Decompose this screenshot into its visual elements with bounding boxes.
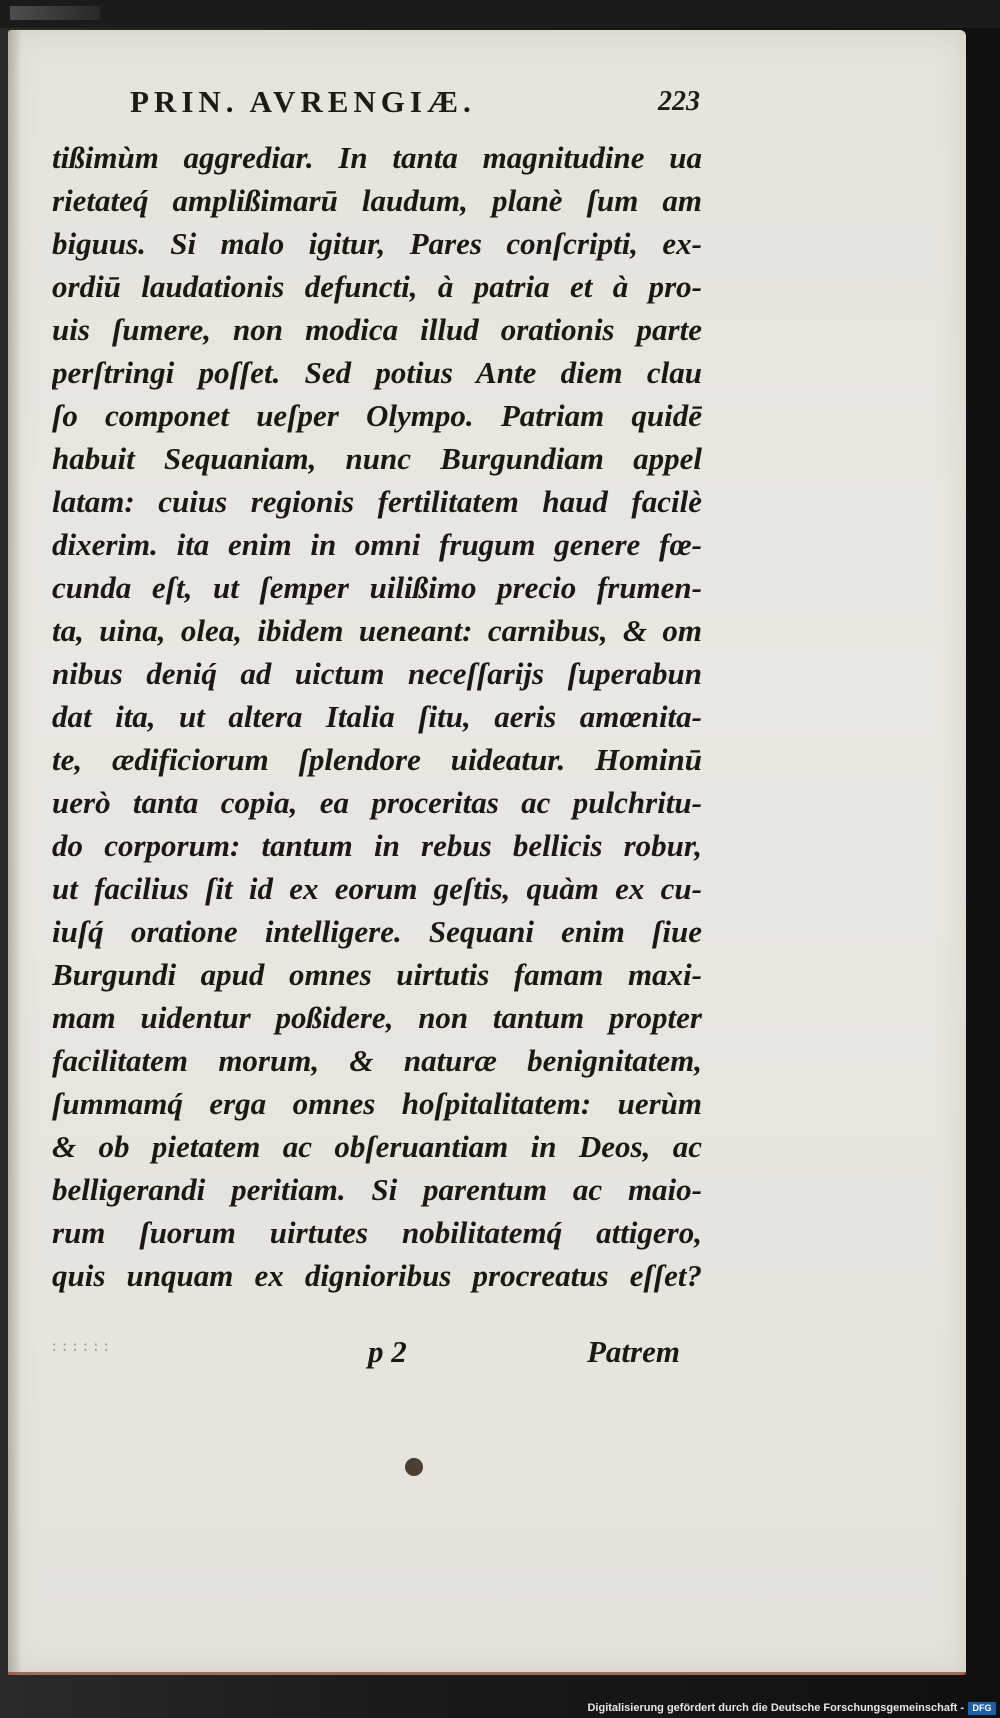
text-line: ordiū laudationis defuncti, à patria et à pro- <box>52 269 702 304</box>
text-line: uis ſumere, non modica illud orationis parte <box>52 312 702 347</box>
text-line: tißimùm aggrediar. In tanta magnitudine ua <box>52 140 702 175</box>
faint-ink-mark: :::::: <box>50 1340 113 1356</box>
text-line: quis unquam ex dignioribus procreatus eſſet? <box>52 1258 702 1293</box>
page-spine-shadow <box>8 30 22 1675</box>
running-head: PRIN. AVRENGIÆ. <box>130 84 476 119</box>
body-text <box>52 136 702 1297</box>
text-line: te, ædificiorum ſplendore uideatur. Hominū <box>52 742 702 777</box>
page-bottom-edge <box>8 1672 966 1675</box>
text-line: iuſq́ oratione intelligere. Sequani enim ſiue <box>52 914 702 949</box>
corner-mark <box>10 6 100 20</box>
text-line: dixerim. ita enim in omni frugum genere fœ- <box>52 527 702 562</box>
text-line: mam uidentur poßidere, non tantum propter <box>52 1000 702 1035</box>
text-line: & ob pietatem ac obſeruantiam in Deos, ac <box>52 1129 702 1164</box>
text-line: dat ita, ut altera Italia ſitu, aeris amœnita- <box>52 699 702 734</box>
text-line: rietateq́ amplißimarū laudum, planè ſum am <box>52 183 702 218</box>
dfg-logo: DFG <box>968 1702 996 1715</box>
scan-top-edge <box>0 0 1000 28</box>
text-line: ta, uina, olea, ibidem ueneant: carnibus, & om <box>52 613 702 648</box>
text-line: ſo componet ueſper Olympo. Patriam quidē <box>52 398 702 433</box>
page-header <box>130 84 700 124</box>
digitization-credit: Digitalisierung gefördert durch die Deutsche Forschungsgemeinschaft - <box>587 1702 964 1714</box>
text-line: uerò tanta copia, ea proceritas ac pulchritu- <box>52 785 702 820</box>
text-line: facilitatem morum, & naturæ benignitatem, <box>52 1043 702 1078</box>
catchword: Patrem <box>587 1334 680 1369</box>
binding-hole <box>405 1458 423 1476</box>
text-line: rum ſuorum uirtutes nobilitatemq́ attigero, <box>52 1215 702 1250</box>
text-line: Burgundi apud omnes uirtutis famam maxi- <box>52 957 702 992</box>
text-line: latam: cuius regionis fertilitatem haud facilè <box>52 484 702 519</box>
page-number: 223 <box>658 86 700 117</box>
text-line: biguus. Si malo igitur, Pares conſcripti, ex- <box>52 226 702 261</box>
text-line: do corporum: tantum in rebus bellicis robur, <box>52 828 702 863</box>
signature-mark: p 2 <box>368 1334 407 1369</box>
text-line: habuit Sequaniam, nunc Burgundiam appel <box>52 441 702 476</box>
text-line: ſummamq́ erga omnes hoſpitalitatem: uerùm <box>52 1086 702 1121</box>
text-line: cunda eſt, ut ſemper uilißimo precio frumen- <box>52 570 702 605</box>
text-line: perſtringi poſſet. Sed potius Ante diem clau <box>52 355 702 390</box>
page-footer <box>50 1334 680 1374</box>
text-line: ut facilius ſit id ex eorum geſtis, quàm ex cu- <box>52 871 702 906</box>
text-line: belligerandi peritiam. Si parentum ac maio- <box>52 1172 702 1207</box>
text-line: nibus deniq́ ad uictum neceſſarijs ſuperabun <box>52 656 702 691</box>
